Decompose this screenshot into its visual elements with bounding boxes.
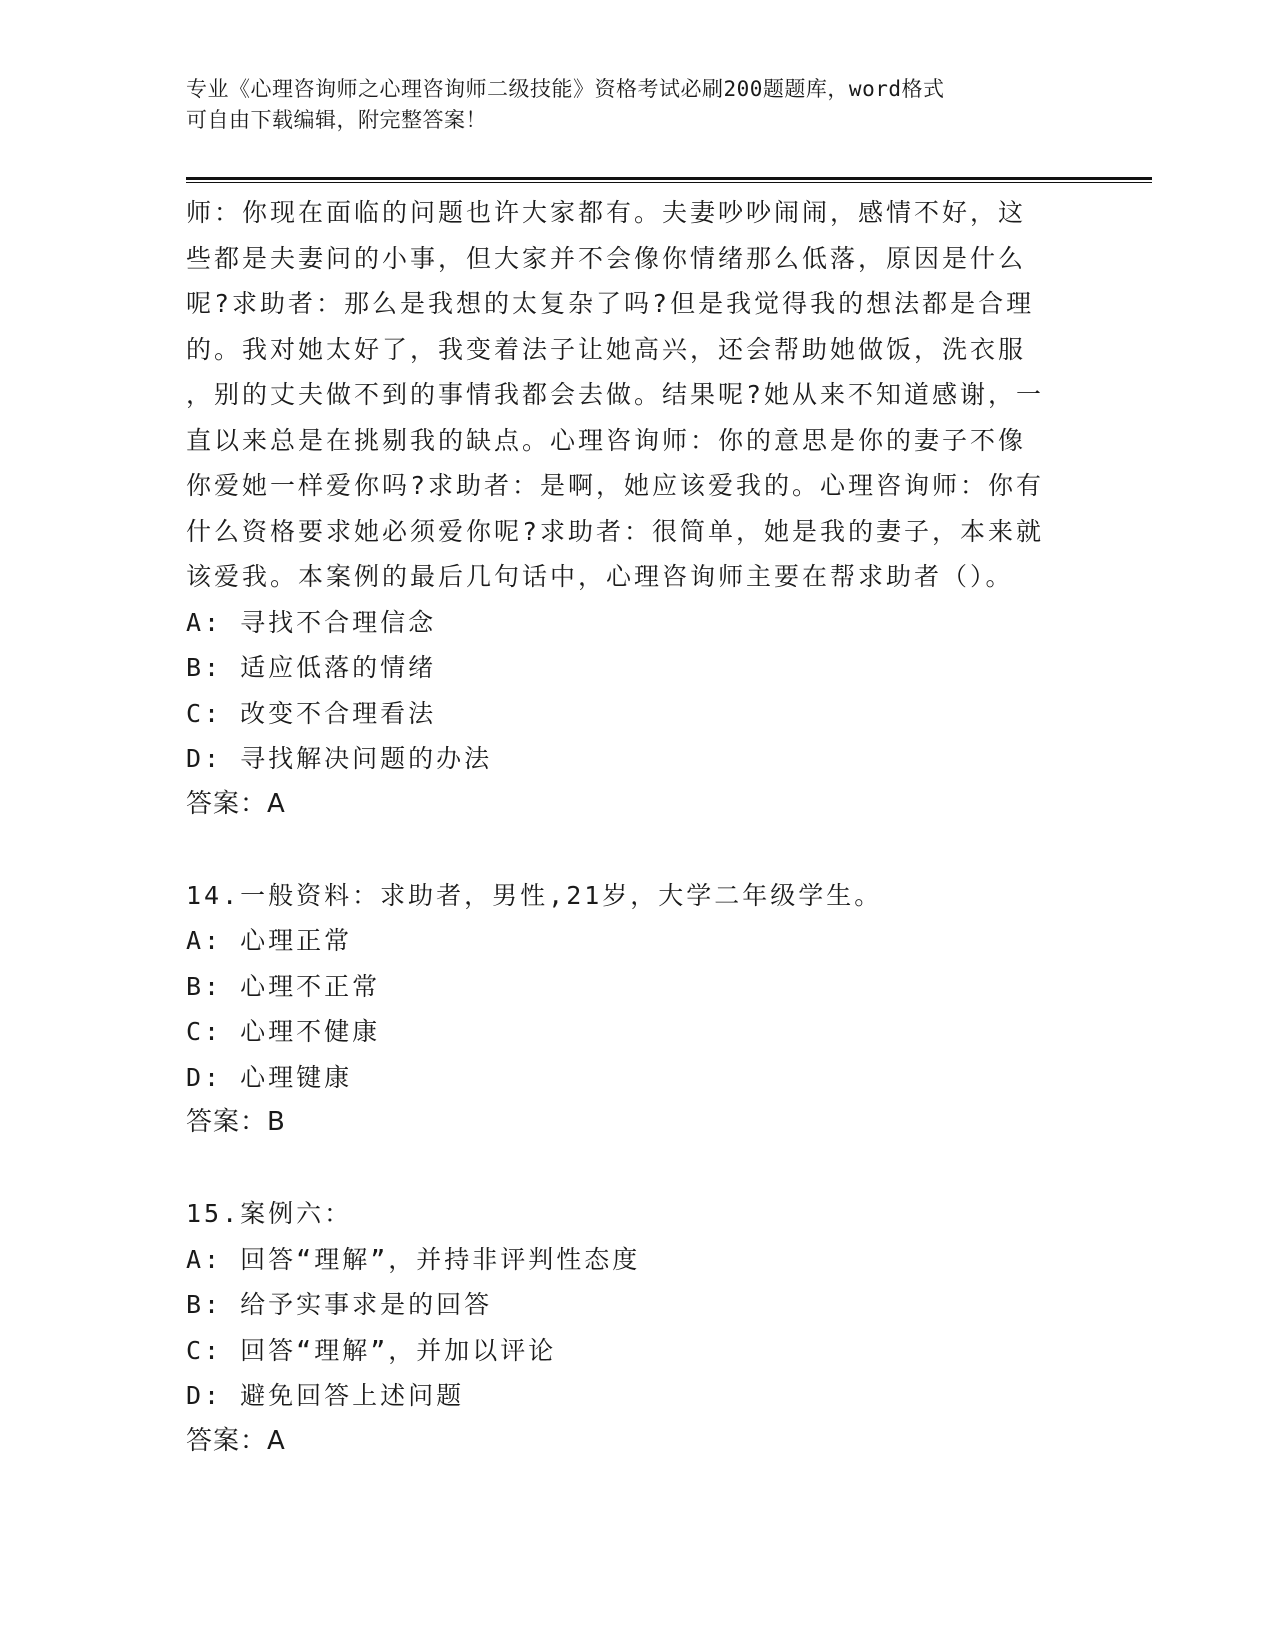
option-d: D: 心理键康: [186, 1062, 353, 1092]
option-a: A: 寻找不合理信念: [186, 607, 437, 637]
question-15: [186, 1191, 1086, 1464]
option-b: B: 心理不正常: [186, 971, 381, 1001]
option-b: B: 适应低落的情绪: [186, 653, 437, 682]
question-stem-line: ，别的丈夫做不到的事情我都会去做。结果呢?她从来不知道感谢，一: [186, 380, 1045, 409]
question-stem: 15.案例六：: [186, 1199, 353, 1228]
option-c: C: 心理不健康: [186, 1017, 381, 1046]
header-rule-thin: [186, 182, 1152, 183]
option-a: A: 回答“理解”，并持非评判性态度: [186, 1244, 641, 1274]
answer-line: 答案：A: [186, 788, 286, 819]
option-b: B: 给予实事求是的回答: [186, 1290, 493, 1319]
question-stem-line: 呢?求助者：那么是我想的太复杂了吗?但是我觉得我的想法都是合理: [186, 289, 1035, 318]
question-stem-line: 你爱她一样爱你吗?求助者：是啊，她应该爱我的。心理咨询师：你有: [186, 471, 1045, 500]
question-stem-line: 师：你现在面临的问题也许大家都有。夫妻吵吵闹闹，感情不好，这: [186, 198, 1027, 227]
spacer: [186, 827, 1086, 873]
spacer: [186, 1146, 1086, 1192]
header-rule-thick: [186, 177, 1152, 180]
question-stem-line: 该爱我。本案例的最后几句话中，心理咨询师主要在帮求助者（）。: [186, 562, 1014, 591]
option-a: A: 心理正常: [186, 926, 353, 955]
header-title-line-1: 专业《心理咨询师之心理咨询师二级技能》资格考试必刷200题题库，word格式: [186, 77, 945, 101]
option-c: C: 改变不合理看法: [186, 698, 437, 728]
question-stem-line: 什么资格要求她必须爱你呢?求助者：很简单，她是我的妻子，本来就: [186, 516, 1045, 546]
answer-line: 答案：A: [186, 1425, 286, 1456]
header-title-line-2: 可自由下载编辑，附完整答案！: [186, 108, 487, 132]
option-c: C: 回答“理解”，并加以评论: [186, 1335, 557, 1365]
question-13: [186, 190, 1086, 827]
document-body: [186, 190, 1086, 1464]
question-14: [186, 873, 1086, 1146]
option-d: D: 避免回答上述问题: [186, 1381, 465, 1410]
question-stem-line: 直以来总是在挑剔我的缺点。心理咨询师：你的意思是你的妻子不像: [186, 425, 1027, 455]
question-stem-line: 的。我对她太好了，我变着法子让她高兴，还会帮助她做饭，洗衣服: [186, 334, 1027, 364]
question-stem-line: 些都是夫妻问的小事，但大家并不会像你情绪那么低落，原因是什么: [186, 243, 1027, 273]
option-d: D: 寻找解决问题的办法: [186, 744, 493, 773]
question-stem: 14.一般资料：求助者，男性,21岁，大学二年级学生。: [186, 880, 883, 910]
answer-line: 答案：B: [186, 1107, 286, 1137]
document-header: [186, 74, 1066, 136]
